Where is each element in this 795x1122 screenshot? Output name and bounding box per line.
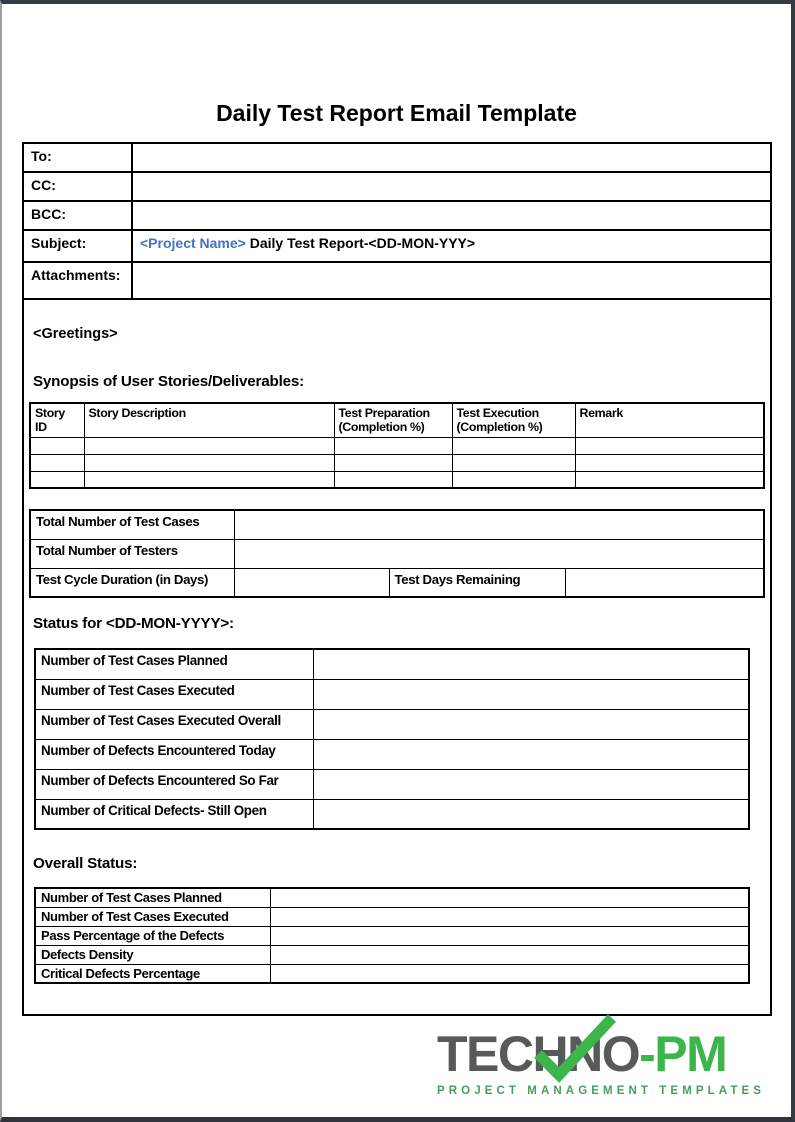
logo-subtitle: PROJECT MANAGEMENT TEMPLATES xyxy=(437,1084,765,1097)
logo-wordmark xyxy=(437,1028,767,1081)
row-label: Total Number of Test Cases xyxy=(30,510,234,539)
row-label: Number of Test Cases Executed Overall xyxy=(35,709,313,739)
row-value xyxy=(270,888,749,907)
email-row-subject xyxy=(24,230,770,262)
empty-cell xyxy=(30,454,84,471)
empty-cell xyxy=(84,471,334,488)
totals-row-test-cases xyxy=(30,510,764,539)
field-label-attachments: Attachments: xyxy=(24,262,132,299)
column-header-story-description: Story Description xyxy=(84,403,334,437)
row-value xyxy=(270,964,749,983)
checkmark-icon xyxy=(533,1013,619,1081)
empty-cell xyxy=(452,471,575,488)
column-header-story-id: Story ID xyxy=(30,403,84,437)
field-value-to xyxy=(132,144,770,172)
row-label: Total Number of Testers xyxy=(30,539,234,568)
totals-row-duration xyxy=(30,568,764,597)
row-label: Number of Test Cases Executed xyxy=(35,679,313,709)
status-row xyxy=(35,649,749,679)
synopsis-table xyxy=(29,402,765,489)
row-label: Test Days Remaining xyxy=(389,568,565,597)
row-label: Number of Defects Encountered So Far xyxy=(35,769,313,799)
empty-cell xyxy=(575,471,764,488)
empty-cell xyxy=(452,454,575,471)
status-row xyxy=(35,709,749,739)
empty-cell xyxy=(84,437,334,454)
email-row-attachments xyxy=(24,262,770,299)
greetings-text: <Greetings> xyxy=(33,326,118,342)
overall-status-table xyxy=(34,887,750,984)
field-value-attachments xyxy=(132,262,770,299)
row-value xyxy=(234,510,764,539)
status-row xyxy=(35,739,749,769)
row-label: Defects Density xyxy=(35,945,270,964)
status-table xyxy=(34,648,750,830)
row-value xyxy=(313,679,749,709)
empty-cell xyxy=(452,437,575,454)
synopsis-empty-row xyxy=(30,471,764,488)
status-heading: Status for <DD-MON-YYYY>: xyxy=(33,615,234,633)
email-row-cc xyxy=(24,172,770,201)
row-value xyxy=(565,568,764,597)
empty-cell xyxy=(334,454,452,471)
synopsis-heading: Synopsis of User Stories/Deliverables: xyxy=(33,373,304,390)
row-label: Number of Test Cases Planned xyxy=(35,888,270,907)
page-title: Daily Test Report Email Template xyxy=(216,100,577,126)
content-box xyxy=(22,142,772,1016)
overall-row xyxy=(35,945,749,964)
logo-dash: - xyxy=(639,1026,655,1082)
overall-row xyxy=(35,888,749,907)
row-value xyxy=(270,926,749,945)
row-value xyxy=(270,907,749,926)
totals-row-testers xyxy=(30,539,764,568)
empty-cell xyxy=(575,454,764,471)
row-value xyxy=(313,739,749,769)
row-value xyxy=(313,649,749,679)
field-label-to: To: xyxy=(24,144,132,172)
status-row xyxy=(35,769,749,799)
row-value xyxy=(313,709,749,739)
synopsis-empty-row xyxy=(30,437,764,454)
row-label: Number of Test Cases Planned xyxy=(35,649,313,679)
field-value-subject xyxy=(132,230,770,262)
row-label: Number of Defects Encountered Today xyxy=(35,739,313,769)
email-header-table xyxy=(24,144,770,300)
empty-cell xyxy=(30,471,84,488)
logo-text-tec: TEC xyxy=(437,1026,533,1082)
logo-text-pm: PM xyxy=(654,1026,727,1082)
email-row-to xyxy=(24,144,770,172)
row-value xyxy=(234,568,389,597)
subject-project-name: <Project Name> xyxy=(140,235,246,251)
row-value xyxy=(234,539,764,568)
row-label: Number of Test Cases Executed xyxy=(35,907,270,926)
column-header-remark: Remark xyxy=(575,403,764,437)
synopsis-empty-row xyxy=(30,454,764,471)
status-row xyxy=(35,679,749,709)
empty-cell xyxy=(334,437,452,454)
row-label: Pass Percentage of the Defects xyxy=(35,926,270,945)
field-value-bcc xyxy=(132,201,770,230)
empty-cell xyxy=(30,437,84,454)
logo-text-no: NO xyxy=(567,1026,640,1082)
status-row xyxy=(35,799,749,829)
column-header-test-preparation: Test Preparation (Completion %) xyxy=(334,403,452,437)
row-label: Test Cycle Duration (in Days) xyxy=(30,568,234,597)
column-header-test-execution: Test Execution (Completion %) xyxy=(452,403,575,437)
logo-text-h: H xyxy=(532,1026,568,1082)
email-row-bcc xyxy=(24,201,770,230)
subject-rest: Daily Test Report-<DD-MON-YYY> xyxy=(245,235,476,251)
row-value xyxy=(313,769,749,799)
row-label: Critical Defects Percentage xyxy=(35,964,270,983)
field-value-cc xyxy=(132,172,770,201)
techno-pm-logo xyxy=(437,1028,767,1097)
empty-cell xyxy=(575,437,764,454)
empty-cell xyxy=(334,471,452,488)
row-value xyxy=(313,799,749,829)
field-label-bcc: BCC: xyxy=(24,201,132,230)
overall-row xyxy=(35,964,749,983)
field-label-subject: Subject: xyxy=(24,230,132,262)
totals-table xyxy=(29,509,765,598)
row-label: Number of Critical Defects- Still Open xyxy=(35,799,313,829)
overall-row xyxy=(35,926,749,945)
field-label-cc: CC: xyxy=(24,172,132,201)
overall-status-heading: Overall Status: xyxy=(33,855,138,873)
empty-cell xyxy=(84,454,334,471)
synopsis-header-row xyxy=(30,403,764,437)
row-value xyxy=(270,945,749,964)
overall-row xyxy=(35,907,749,926)
